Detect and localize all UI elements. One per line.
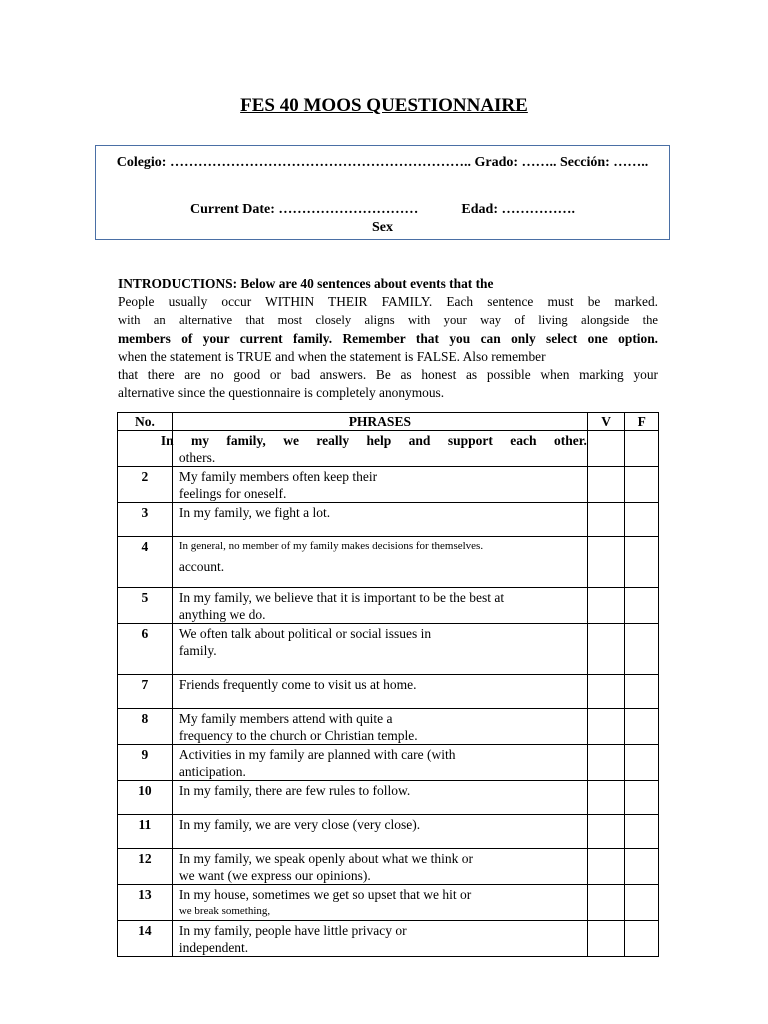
- false-checkbox-cell[interactable]: [625, 781, 659, 815]
- true-checkbox-cell[interactable]: [587, 675, 625, 709]
- row-phrase: [172, 503, 587, 537]
- true-checkbox-cell[interactable]: [587, 921, 625, 957]
- row-phrase: [172, 675, 587, 709]
- instructions-line-7: alternative since the questionnaire is completely anonymous.: [118, 385, 445, 401]
- row-phrase: [160, 431, 587, 467]
- false-checkbox-cell[interactable]: [625, 675, 659, 709]
- current-date-field[interactable]: Current Date: …………………………: [190, 202, 419, 217]
- table-row: [118, 537, 659, 588]
- true-checkbox-cell[interactable]: [587, 467, 625, 503]
- table-row: [118, 849, 659, 885]
- table-row: [118, 745, 659, 781]
- phrase-line-2: others.: [178, 450, 216, 465]
- instructions-line-5: when the statement is TRUE and when the statement is FALSE. Also remember: [118, 348, 546, 364]
- table-row: [118, 675, 659, 709]
- phrase-line-2: feelings for oneself.: [178, 486, 287, 501]
- questionnaire-table: [117, 412, 659, 957]
- phrase-line-2: account.: [178, 559, 225, 574]
- true-checkbox-cell[interactable]: [587, 588, 625, 624]
- instructions-line-4-text: members of your current family. Remember that you can only select one option.: [118, 330, 658, 346]
- phrase-line-1: In general, no member of my family makes decisions for themselves.: [178, 540, 484, 552]
- row-number: 9: [118, 745, 173, 781]
- instructions-lead-rest: Below are 40 sentences about events that the: [237, 276, 494, 291]
- row-phrase: [172, 885, 587, 921]
- phrase-line-2: we break something,: [178, 905, 271, 917]
- false-checkbox-cell[interactable]: [625, 467, 659, 503]
- true-checkbox-cell[interactable]: [587, 431, 625, 467]
- false-checkbox-cell[interactable]: [625, 709, 659, 745]
- phrase-line-1: Activities in my family are planned with care (with: [178, 747, 456, 762]
- instructions: [118, 275, 658, 402]
- phrase-line-2: we want (we express our opinions).: [178, 868, 371, 883]
- table-row: [118, 815, 659, 849]
- row-phrase: [172, 849, 587, 885]
- table-row: [118, 588, 659, 624]
- false-checkbox-cell[interactable]: [625, 921, 659, 957]
- phrase-line-1: In my family, we really help and support each other.: [160, 433, 587, 448]
- table-row: [118, 781, 659, 815]
- false-checkbox-cell[interactable]: [625, 815, 659, 849]
- row-number: 5: [118, 588, 173, 624]
- table-row: [118, 431, 659, 467]
- header-true: V: [587, 413, 625, 431]
- false-checkbox-cell[interactable]: [625, 745, 659, 781]
- false-checkbox-cell[interactable]: [625, 849, 659, 885]
- false-checkbox-cell[interactable]: [625, 503, 659, 537]
- table-row: [118, 467, 659, 503]
- phrase-line-2: frequency to the church or Christian temple.: [178, 728, 418, 743]
- phrase-line-1: In my family, we fight a lot.: [178, 505, 331, 520]
- phrase-line-1: We often talk about political or social issues in: [178, 626, 432, 641]
- instructions-line-4: [118, 330, 658, 348]
- row-number: 11: [118, 815, 173, 849]
- true-checkbox-cell[interactable]: [587, 885, 625, 921]
- true-checkbox-cell[interactable]: [587, 709, 625, 745]
- phrase-line-1: In my house, sometimes we get so upset that we hit or: [178, 887, 472, 902]
- row-phrase: [172, 781, 587, 815]
- date-age-row: [96, 202, 669, 218]
- phrase-line-2: anything we do.: [178, 607, 266, 622]
- true-checkbox-cell[interactable]: [587, 624, 625, 675]
- row-phrase: [172, 624, 587, 675]
- row-phrase: [172, 921, 587, 957]
- row-number: 4: [118, 537, 173, 588]
- table-row: [118, 709, 659, 745]
- phrase-line-1: In my family, we are very close (very close).: [178, 817, 421, 832]
- age-field[interactable]: Edad: …………….: [461, 202, 575, 217]
- table-row: [118, 503, 659, 537]
- instructions-line-1: [118, 275, 658, 293]
- row-number: 3: [118, 503, 173, 537]
- row-phrase: [172, 588, 587, 624]
- row-number: 2: [118, 467, 173, 503]
- phrase-line-2: anticipation.: [178, 764, 246, 779]
- false-checkbox-cell[interactable]: [625, 624, 659, 675]
- true-checkbox-cell[interactable]: [587, 745, 625, 781]
- phrase-line-1: Friends frequently come to visit us at home.: [178, 677, 417, 692]
- phrase-line-1: My family members often keep their: [178, 469, 378, 484]
- table-row: [118, 885, 659, 921]
- row-number: 10: [118, 781, 173, 815]
- row-phrase: [172, 537, 587, 588]
- phrase-line-1: In my family, there are few rules to follow.: [178, 783, 411, 798]
- instructions-line-6: that there are no good or bad answers. Be as honest as possible when marking your: [118, 367, 658, 383]
- false-checkbox-cell[interactable]: [625, 588, 659, 624]
- sex-field[interactable]: Sex: [372, 220, 393, 235]
- phrase-line-1: In my family, people have little privacy or: [178, 923, 407, 938]
- phrase-line-1: In my family, we speak openly about what we think or: [178, 851, 474, 866]
- row-number: 14: [118, 921, 173, 957]
- true-checkbox-cell[interactable]: [587, 781, 625, 815]
- row-phrase: [172, 745, 587, 781]
- instructions-lead: INTRODUCTIONS:: [118, 276, 238, 291]
- true-checkbox-cell[interactable]: [587, 849, 625, 885]
- false-checkbox-cell[interactable]: [625, 537, 659, 588]
- row-phrase: [172, 815, 587, 849]
- row-number: 12: [118, 849, 173, 885]
- phrase-line-1: My family members attend with quite a: [178, 711, 393, 726]
- instructions-line-3: with an alternative that most closely aligns with your way of living alongside the: [118, 313, 658, 328]
- phrase-line-2: family.: [178, 643, 217, 658]
- true-checkbox-cell[interactable]: [587, 537, 625, 588]
- header-no: No.: [118, 413, 173, 431]
- false-checkbox-cell[interactable]: [625, 431, 659, 467]
- school-grade-section-field[interactable]: Colegio: ……………………………………………………….. Grado: …….. Sección: ……..: [116, 155, 649, 170]
- table-header-row: [118, 413, 659, 431]
- row-number: 8: [118, 709, 173, 745]
- row-phrase: [172, 709, 587, 745]
- row-number: 13: [118, 885, 173, 921]
- student-info-box: [95, 145, 670, 240]
- page-title: FES 40 MOOS QUESTIONNAIRE: [240, 95, 528, 116]
- row-phrase: [172, 467, 587, 503]
- false-checkbox-cell[interactable]: [625, 885, 659, 921]
- true-checkbox-cell[interactable]: [587, 503, 625, 537]
- table-row: [118, 624, 659, 675]
- phrase-line-1: In my family, we believe that it is important to be the best at: [178, 590, 505, 605]
- row-number: 6: [118, 624, 173, 675]
- instructions-line-2: People usually occur WITHIN THEIR FAMILY. Each sentence must be marked.: [118, 294, 658, 310]
- header-phrases: PHRASES: [172, 413, 587, 431]
- row-number: 7: [118, 675, 173, 709]
- true-checkbox-cell[interactable]: [587, 815, 625, 849]
- header-false: F: [625, 413, 659, 431]
- phrase-line-2: independent.: [178, 940, 249, 955]
- table-row: [118, 921, 659, 957]
